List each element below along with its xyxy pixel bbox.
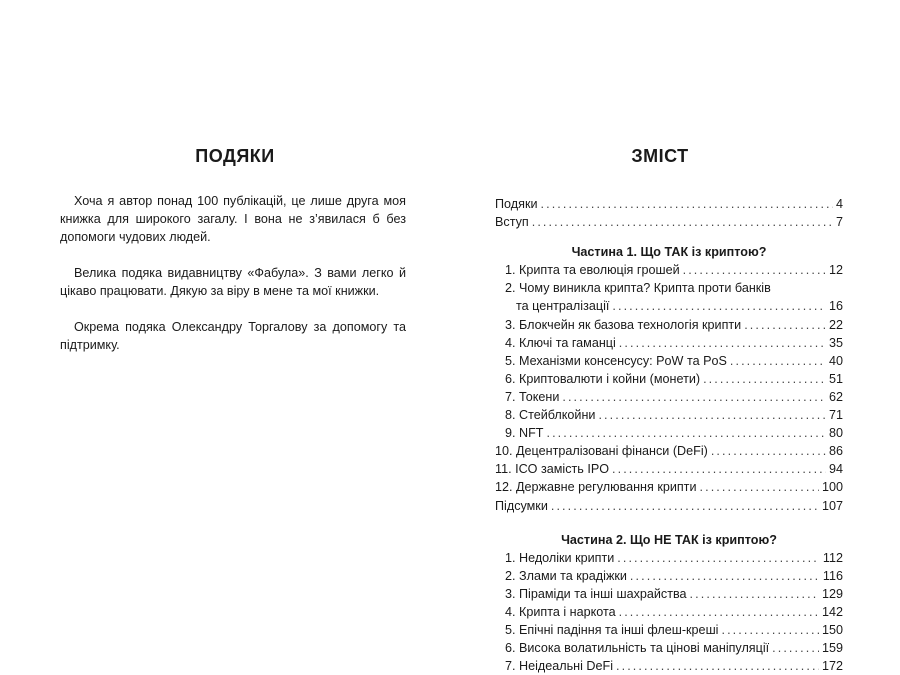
toc-leader-dots [598, 406, 826, 424]
toc-entry[interactable] [495, 261, 843, 279]
toc-entry-page: 12 [828, 263, 843, 278]
toc-entry-title-line1[interactable]: 2. Чому виникла крипта? Крипта проти банків [505, 281, 771, 296]
toc-leader-dots [612, 460, 826, 478]
toc-leader-dots [541, 195, 833, 213]
toc-entry-title: 3. Блокчейн як базова технологія крипти [505, 317, 742, 332]
toc-entry[interactable] [495, 567, 843, 585]
toc-entry-page: 62 [828, 389, 843, 404]
contents-heading: ЗМІСТ [631, 146, 689, 166]
toc-entry[interactable] [495, 621, 843, 639]
toc-entry-page: 22 [828, 317, 843, 332]
toc-entry[interactable] [495, 657, 843, 675]
toc-leader-dots [744, 316, 826, 334]
toc-leader-dots [532, 213, 833, 231]
toc-entry-title: 7. Неідеальні DeFi [505, 659, 614, 674]
toc-entry-title: 4. Крипта і наркота [505, 604, 616, 619]
ack-paragraph: Велика подяка видавництву «Фабула». З вами легко й цікаво працювати. Дякую за віру в мене та мої книжки. [60, 266, 406, 298]
toc-leader-dots [551, 497, 819, 515]
toc-entry-title: 1. Недоліки крипти [505, 550, 615, 565]
toc-entry-title: 5. Епічні падіння та інші флеш-креші [505, 623, 719, 638]
toc-entry[interactable] [495, 352, 843, 370]
ack-paragraph: Хоча я автор понад 100 публікацій, це лише друга моя книжка для широкого загалу. І вона не з’явилася б без допомоги чудових людей. [60, 194, 406, 244]
table-of-contents [495, 195, 843, 675]
toc-entry-title: 2. Злами та крадіжки [505, 568, 627, 583]
toc-entry[interactable] [495, 442, 843, 460]
toc-entry[interactable] [495, 585, 843, 603]
toc-entry-title: та централізації [516, 299, 610, 314]
toc-leader-dots [619, 603, 819, 621]
toc-entry[interactable] [495, 213, 843, 231]
toc-leader-dots [700, 478, 819, 496]
toc-entry-title: 8. Стейблкойни [505, 408, 596, 423]
toc-entry-title: 11. ICO замість IPO [495, 462, 610, 477]
toc-entry-page: 112 [822, 550, 843, 565]
acknowledgements-heading: ПОДЯКИ [195, 146, 275, 166]
toc-entry-page: 40 [828, 353, 843, 368]
part2-heading: Частина 2. Що НЕ ТАК із криптою? [561, 532, 777, 547]
toc-leader-dots [721, 621, 819, 639]
toc-entry-title: Подяки [495, 197, 538, 211]
acknowledgements-body [60, 192, 406, 372]
toc-entry-title: 4. Ключі та гаманці [505, 335, 616, 350]
toc-entry-page: 94 [828, 462, 843, 477]
toc-entry[interactable] [495, 460, 843, 478]
toc-entry-page: 172 [821, 659, 843, 674]
toc-entry-page: 116 [822, 568, 843, 583]
toc-entry[interactable] [495, 297, 843, 315]
toc-entry-summary[interactable] [495, 497, 843, 515]
right-page [450, 0, 900, 674]
toc-entry[interactable] [495, 603, 843, 621]
toc-entry[interactable] [495, 478, 843, 496]
toc-entry-page: 159 [821, 641, 843, 656]
toc-entry-page: 51 [828, 371, 843, 386]
toc-entry-title: 7. Токени [505, 389, 560, 404]
toc-leader-dots [630, 567, 820, 585]
toc-entry-page: 142 [821, 604, 843, 619]
toc-leader-dots [730, 352, 826, 370]
toc-entry-title: 5. Механізми консенсусу: PoW та PoS [505, 353, 727, 368]
toc-entry-page: 107 [821, 498, 843, 513]
toc-entry-page: 150 [821, 623, 843, 638]
toc-entry[interactable] [495, 370, 843, 388]
toc-entry[interactable] [495, 424, 843, 442]
toc-entry-title: 12. Державне регулювання крипти [495, 480, 697, 495]
toc-entry[interactable] [495, 195, 843, 213]
toc-leader-dots [562, 388, 826, 406]
toc-leader-dots [619, 334, 826, 352]
toc-entry-page: 100 [821, 480, 843, 495]
toc-entry[interactable] [495, 639, 843, 657]
toc-entry[interactable] [495, 549, 843, 567]
toc-leader-dots [711, 442, 826, 460]
toc-entry[interactable] [495, 406, 843, 424]
toc-entry-title: 9. NFT [505, 426, 544, 441]
toc-leader-dots [683, 261, 826, 279]
toc-entry-page: 4 [835, 197, 843, 211]
toc-entry-page: 35 [828, 335, 843, 350]
toc-leader-dots [772, 639, 819, 657]
toc-entry[interactable] [495, 334, 843, 352]
left-page [0, 0, 450, 652]
toc-leader-dots [612, 297, 826, 315]
toc-entry-title: 10. Децентралізовані фінанси (DeFi) [495, 444, 708, 459]
toc-entry-title: 1. Крипта та еволюція грошей [505, 263, 680, 278]
toc-entry-page: 80 [828, 426, 843, 441]
toc-entry-title: Вступ [495, 215, 529, 230]
toc-entry-title: 6. Висока волатильність та цінові маніпуляції [505, 641, 770, 656]
toc-entry-page: 71 [828, 408, 843, 423]
toc-leader-dots [546, 424, 826, 442]
toc-entry-page: 86 [828, 444, 843, 459]
toc-leader-dots [616, 657, 819, 675]
toc-entry-title: 3. Піраміди та інші шахрайства [505, 586, 687, 601]
toc-leader-dots [617, 549, 820, 567]
toc-leader-dots [690, 585, 819, 603]
part1-heading: Частина 1. Що ТАК із криптою? [571, 245, 767, 260]
toc-entry-page: 16 [828, 299, 843, 314]
ack-paragraph: Окрема подяка Олександру Торгалову за допомогу та підтримку. [60, 320, 406, 352]
toc-entry-page: 129 [821, 586, 843, 601]
toc-entry[interactable] [495, 316, 843, 334]
toc-entry-title: 6. Криптовалюти і койни (монети) [505, 371, 701, 386]
toc-entry[interactable] [495, 388, 843, 406]
toc-entry-title: Підсумки [495, 498, 548, 513]
toc-leader-dots [703, 370, 826, 388]
toc-entry-page: 7 [835, 215, 843, 230]
